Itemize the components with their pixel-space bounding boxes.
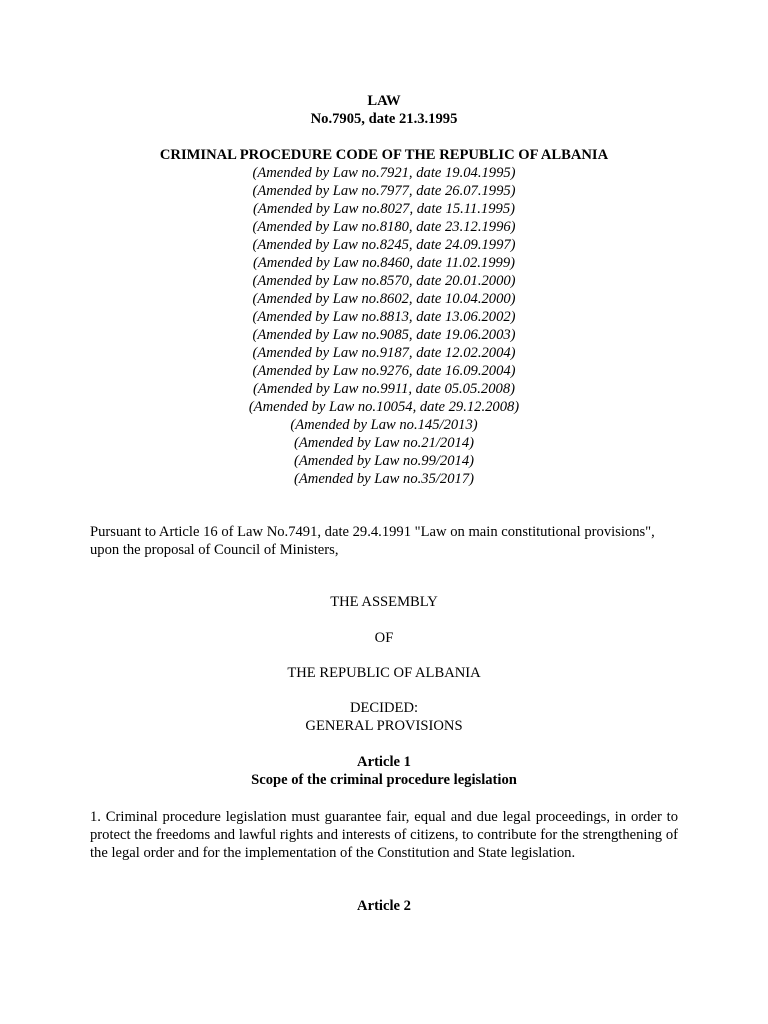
amendment-item: (Amended by Law no.10054, date 29.12.2008): [248, 399, 520, 415]
law-number-date: No.7905, date 21.3.1995: [310, 111, 458, 127]
preamble-line: Pursuant to Article 16 of Law No.7491, date 29.4.1991 "Law on main constitutional provisions",: [90, 524, 655, 540]
article-1-number: Article 1: [357, 754, 411, 770]
article-2-number: Article 2: [357, 898, 411, 914]
preamble-line: upon the proposal of Council of Ministers,: [90, 542, 339, 558]
amendment-item: (Amended by Law no.9911, date 05.05.2008): [253, 381, 515, 397]
amendment-item: (Amended by Law no.21/2014): [294, 435, 474, 451]
amendment-item: (Amended by Law no.9085, date 19.06.2003): [252, 327, 516, 343]
amendment-item: (Amended by Law no.8813, date 13.06.2002): [252, 309, 516, 325]
assembly-line: OF: [374, 630, 394, 646]
amendment-item: (Amended by Law no.35/2017): [294, 471, 474, 487]
document-title: CRIMINAL PROCEDURE CODE OF THE REPUBLIC OF ALBANIA: [159, 147, 609, 163]
amendment-item: (Amended by Law no.8245, date 24.09.1997): [252, 237, 516, 253]
article-1-body: 1. Criminal procedure legislation must guarantee fair, equal and due legal proceedings, in order to protect the freedoms and lawful rights and interests of citizens, to contribute for the strengthening of the legal order and for the implementation of the Constitution and State legislation.: [90, 809, 678, 861]
law-header: [0, 92, 768, 128]
amendment-item: (Amended by Law no.99/2014): [294, 453, 474, 469]
amendment-item: (Amended by Law no.8027, date 15.11.1995): [253, 201, 515, 217]
general-provisions-heading: GENERAL PROVISIONS: [305, 718, 463, 734]
amendments-list: [0, 164, 768, 488]
amendment-item: (Amended by Law no.9276, date 16.09.2004): [252, 363, 516, 379]
amendment-item: (Amended by Law no.8180, date 23.12.1996): [252, 219, 516, 235]
amendment-item: (Amended by Law no.8460, date 11.02.1999): [253, 255, 515, 271]
amendment-item: (Amended by Law no.9187, date 12.02.2004): [252, 345, 516, 361]
assembly-line: THE REPUBLIC OF ALBANIA: [287, 665, 481, 681]
amendment-item: (Amended by Law no.8570, date 20.01.2000): [252, 273, 516, 289]
amendment-item: (Amended by Law no.7977, date 26.07.1995): [252, 183, 516, 199]
preamble-paragraph: [90, 523, 690, 559]
law-label: LAW: [367, 93, 401, 109]
amendment-item: (Amended by Law no.7921, date 19.04.1995): [252, 165, 516, 181]
amendment-item: (Amended by Law no.8602, date 10.04.2000): [252, 291, 516, 307]
article-1-title: Scope of the criminal procedure legislation: [251, 772, 517, 788]
amendment-item: (Amended by Law no.145/2013): [290, 417, 478, 433]
decided-heading: DECIDED:: [349, 700, 419, 716]
assembly-line: THE ASSEMBLY: [330, 594, 438, 610]
